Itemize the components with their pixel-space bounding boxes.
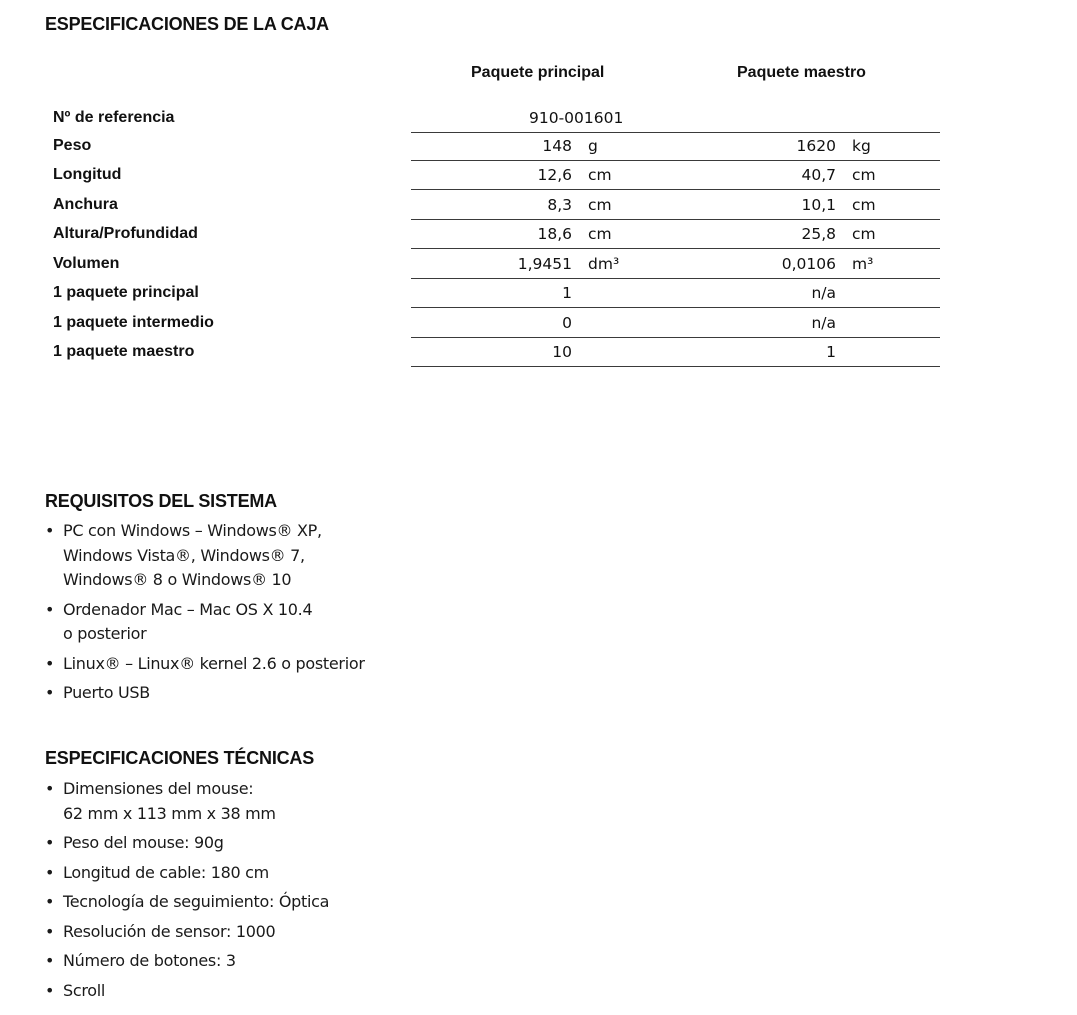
spec-item xyxy=(45,979,329,1004)
bullet-icon: • xyxy=(45,833,55,852)
bullet-icon: • xyxy=(45,599,55,619)
main-package-unit: cm xyxy=(588,196,612,214)
spec-item xyxy=(45,777,329,826)
main-package-value: 1,9451 xyxy=(517,255,572,273)
bullet-icon: • xyxy=(45,683,55,702)
list-item-text: Número de botones: 3 xyxy=(63,951,236,970)
master-package-unit: cm xyxy=(852,225,876,243)
main-package-value: 8,3 xyxy=(547,196,572,214)
row-label: Longitud xyxy=(53,166,122,183)
bullet-icon: • xyxy=(45,862,55,882)
list-item-text: Windows® 8 o Windows® 10 xyxy=(63,570,292,589)
requirement-item xyxy=(45,681,365,706)
master-package-unit: cm xyxy=(852,166,876,184)
main-package-unit: g xyxy=(588,137,598,155)
main-package-value: 0 xyxy=(562,314,572,332)
system-requirements-heading: REQUISITOS DEL SISTEMA xyxy=(45,491,277,511)
row-label: 1 paquete maestro xyxy=(53,343,195,360)
master-package-value: n/a xyxy=(811,314,836,332)
list-item-text: Longitud de cable: 180 cm xyxy=(63,862,269,882)
master-package-value: 25,8 xyxy=(801,225,836,243)
table-row xyxy=(0,337,1077,367)
row-label: Anchura xyxy=(53,196,118,213)
spec-item xyxy=(45,920,329,945)
table-row xyxy=(0,103,1077,133)
list-item-text: o posterior xyxy=(63,624,147,643)
main-package-value: 148 xyxy=(542,137,572,155)
bullet-icon: • xyxy=(45,921,55,941)
list-item-text: PC con Windows – Windows® XP, xyxy=(63,521,322,540)
list-item-text: Tecnología de seguimiento: Óptica xyxy=(63,892,330,911)
row-label: Volumen xyxy=(53,255,120,272)
main-package-unit: cm xyxy=(588,166,612,184)
table-row xyxy=(0,219,1077,249)
bullet-icon: • xyxy=(45,951,55,970)
main-package-value: 18,6 xyxy=(537,225,572,243)
master-package-unit: cm xyxy=(852,196,876,214)
table-row xyxy=(0,249,1077,279)
row-label: Nº de referencia xyxy=(53,109,175,126)
list-item-text: 62 mm x 113 mm x 38 mm xyxy=(63,803,276,823)
master-package-value: 1 xyxy=(826,343,836,361)
master-package-value: n/a xyxy=(811,284,836,302)
tech-specs-list xyxy=(45,777,329,1008)
row-divider xyxy=(411,366,940,367)
list-item-text: Dimensiones del mouse: xyxy=(63,779,254,798)
row-label: 1 paquete principal xyxy=(53,284,199,301)
main-package-unit: cm xyxy=(588,225,612,243)
table-row xyxy=(0,278,1077,308)
list-item-text: Ordenador Mac – Mac OS X 10.4 xyxy=(63,599,313,619)
table-row xyxy=(0,160,1077,190)
list-item-text: Scroll xyxy=(63,980,106,1000)
row-label: Peso xyxy=(53,137,92,154)
requirement-item xyxy=(45,652,365,677)
main-package-value: 1 xyxy=(562,284,572,302)
bullet-icon: • xyxy=(45,980,55,1000)
master-package-value: 1620 xyxy=(796,137,836,155)
bullet-icon: • xyxy=(45,892,55,911)
system-requirements-list xyxy=(45,519,365,711)
requirement-item xyxy=(45,598,365,647)
master-package-value: 40,7 xyxy=(801,166,836,184)
list-item-text: Windows Vista®, Windows® 7, xyxy=(63,545,305,565)
spec-item xyxy=(45,890,329,915)
table-row xyxy=(0,131,1077,161)
list-item-text: Resolución de sensor: 1000 xyxy=(63,921,276,941)
column-header-main-package: Paquete principal xyxy=(471,64,605,81)
bullet-icon: • xyxy=(45,779,55,798)
table-row xyxy=(0,308,1077,338)
spec-item xyxy=(45,831,329,856)
master-package-unit: m³ xyxy=(852,255,874,273)
main-package-value: 10 xyxy=(552,343,572,361)
spec-item xyxy=(45,949,329,974)
master-package-value: 0,0106 xyxy=(781,255,836,273)
spec-item xyxy=(45,861,329,886)
tech-specs-heading: ESPECIFICACIONES TÉCNICAS xyxy=(45,748,315,768)
main-package-value: 12,6 xyxy=(537,166,572,184)
master-package-value: 10,1 xyxy=(801,196,836,214)
row-label: Altura/Profundidad xyxy=(53,225,198,242)
row-label: 1 paquete intermedio xyxy=(53,314,214,331)
main-package-unit: dm³ xyxy=(588,255,620,273)
requirement-item xyxy=(45,519,365,593)
list-item-text: Peso del mouse: 90g xyxy=(63,833,224,852)
list-item-text: Linux® – Linux® kernel 2.6 o posterior xyxy=(63,653,365,673)
column-header-master-package: Paquete maestro xyxy=(737,64,866,81)
list-item-text: Puerto USB xyxy=(63,683,150,702)
bullet-icon: • xyxy=(45,521,55,540)
main-package-value: 910-001601 xyxy=(529,109,624,127)
master-package-unit: kg xyxy=(852,137,871,155)
table-row xyxy=(0,190,1077,220)
box-specs-heading: ESPECIFICACIONES DE LA CAJA xyxy=(45,14,329,34)
bullet-icon: • xyxy=(45,653,55,673)
